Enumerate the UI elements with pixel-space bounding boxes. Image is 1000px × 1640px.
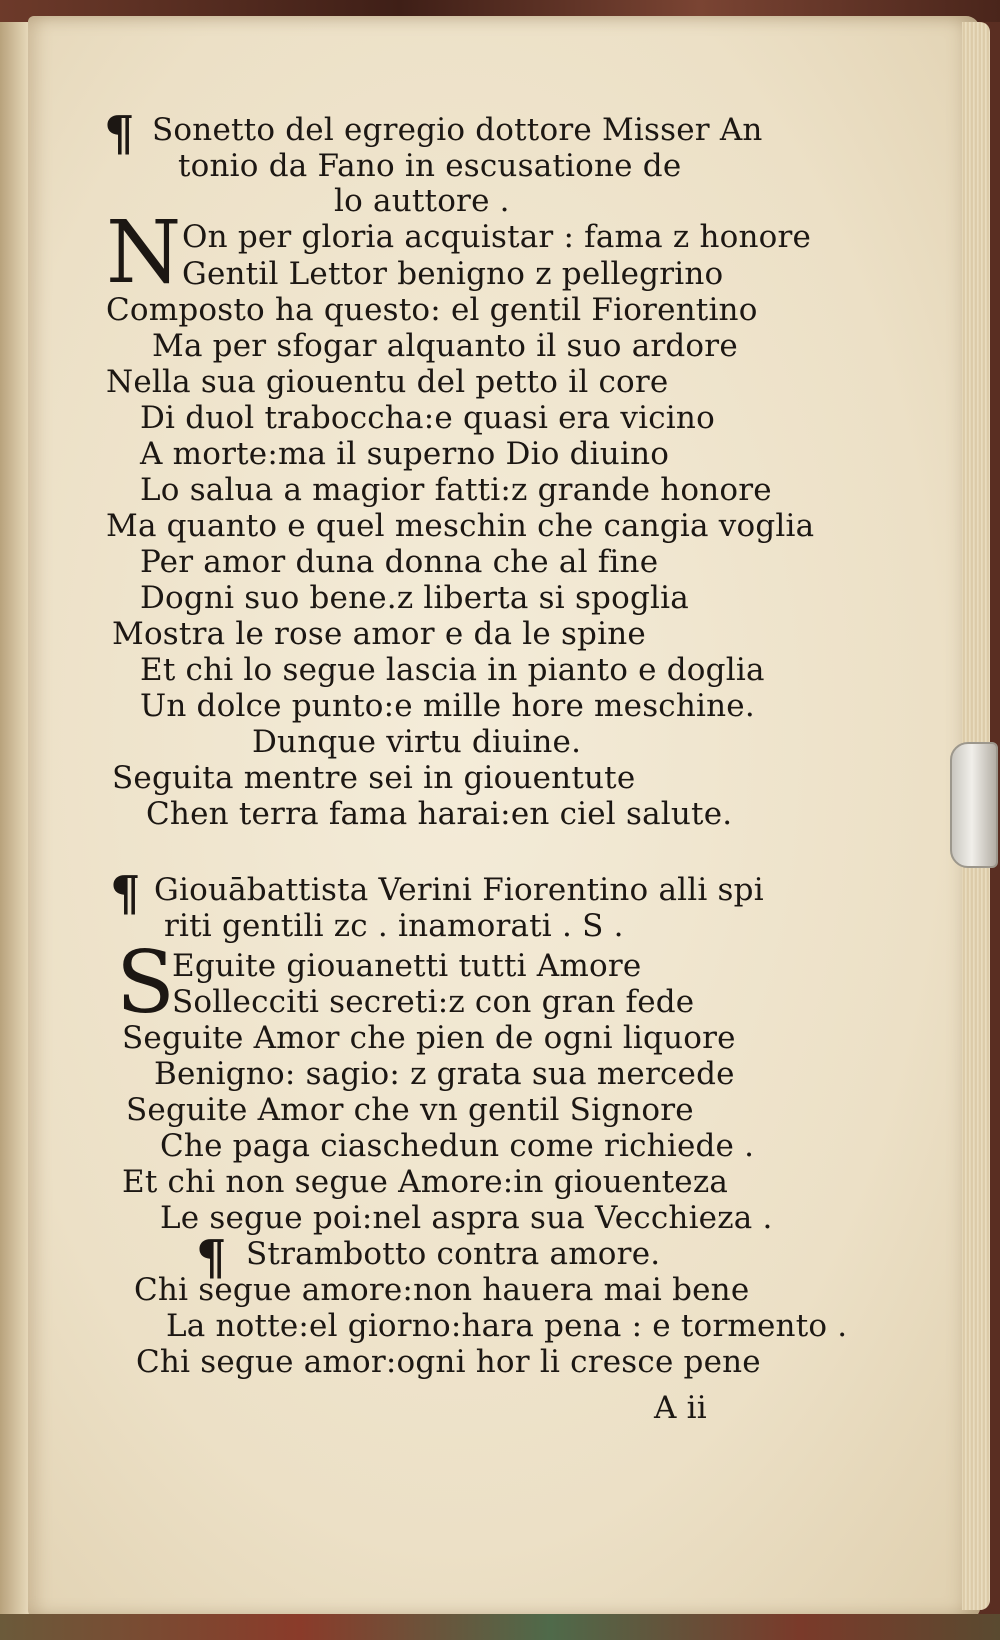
poem1-line: Per amor duna donna che al fine: [140, 544, 659, 580]
poem1-line: Un dolce punto:e mille hore meschine.: [140, 688, 755, 724]
poem1-line: Ma quanto e quel meschin che cangia voglia: [106, 508, 815, 544]
poem2-line: Che paga ciaschedun come richiede .: [160, 1128, 755, 1164]
poem1-line: Di duol traboccha:e quasi era vicino: [140, 400, 715, 436]
poem2-line: Sollecciti secreti:z con gran fede: [172, 984, 695, 1020]
poem2-line: Et chi non segue Amore:in giouenteza: [122, 1164, 729, 1200]
poem1-line: Gentil Lettor benigno z pellegrino: [182, 256, 724, 292]
drop-cap-initial: S: [116, 933, 175, 1033]
poem2-line: Seguite Amor che vn gentil Signore: [126, 1092, 694, 1128]
pilcrow-mark: ¶: [196, 1230, 227, 1286]
poem3-line: La notte:el giorno:hara pena : e tormento .: [166, 1308, 848, 1344]
poem2-heading-line: Giouābattista Verini Fiorentino alli spi: [154, 872, 764, 908]
poem1-line: Seguita mentre sei in giouentute: [112, 760, 636, 796]
pilcrow-mark: ¶: [104, 106, 135, 162]
poem3-line: Chi segue amor:ogni hor li cresce pene: [136, 1344, 761, 1380]
poem1-line: Dogni suo bene.z liberta si spoglia: [140, 580, 689, 616]
poem1-line: Chen terra fama harai:en ciel salute.: [146, 796, 733, 832]
poem2-line: Le segue poi:nel aspra sua Vecchieza .: [160, 1200, 773, 1236]
poem1-line: Mostra le rose amor e da le spine: [112, 616, 646, 652]
poem1-heading-line: Sonetto del egregio dottore Misser An: [152, 112, 763, 148]
poem2-line: Seguite Amor che pien de ogni liquore: [122, 1020, 736, 1056]
pilcrow-mark: ¶: [110, 866, 141, 922]
poem2-line: Benigno: sagio: z grata sua mercede: [154, 1056, 735, 1092]
poem1-line: Dunque virtu diuine.: [252, 724, 582, 760]
signature-mark: A ii: [654, 1390, 707, 1426]
poem1-heading-line: lo auttore .: [334, 183, 510, 219]
poem2-heading-line: riti gentili zc . inamorati . S .: [164, 908, 624, 944]
poem1-heading-line: tonio da Fano in escusatione de: [178, 148, 682, 184]
drop-cap-initial: N: [106, 203, 182, 303]
poem3-heading: Strambotto contra amore.: [246, 1236, 661, 1272]
poem1-line: On per gloria acquistar : fama z honore: [182, 219, 812, 255]
poem1-line: Lo salua a magior fatti:z grande honore: [140, 472, 772, 508]
poem2-line: Eguite giouanetti tutti Amore: [172, 948, 642, 984]
poem1-line: Nella sua giouentu del petto il core: [106, 364, 669, 400]
poem1-line: Et chi lo segue lascia in pianto e doglia: [140, 652, 765, 688]
poem1-line: A morte:ma il superno Dio diuino: [140, 436, 670, 472]
poem1-line: Ma per sfogar alquanto il suo ardore: [152, 328, 738, 364]
poem1-line: Composto ha questo: el gentil Fiorentino: [106, 292, 758, 328]
poem3-line: Chi segue amore:non hauera mai bene: [134, 1272, 750, 1308]
